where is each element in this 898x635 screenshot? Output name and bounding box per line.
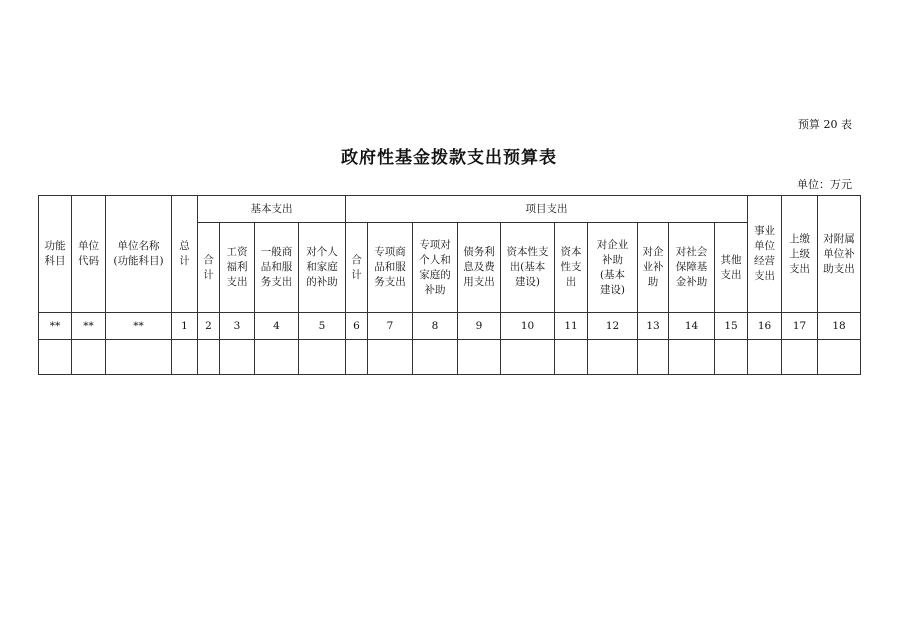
form-number: 预算 20 表 (798, 118, 852, 131)
col-unit-code: 单位 代码 (72, 196, 106, 313)
col-basic-goods-services: 一般商 品和服 务支出 (255, 223, 299, 313)
table-cell: 2 (198, 313, 220, 340)
col-project-total (346, 223, 368, 313)
table-cell (818, 340, 861, 375)
table-cell (346, 340, 368, 375)
table-cell: 7 (368, 313, 413, 340)
table-cell (255, 340, 299, 375)
unit-label: 单位：万元 (797, 178, 852, 191)
col-basic-wages: 工资 福利 支出 (220, 223, 255, 313)
col-project-capital-construction: 资本性支 出(基本 建设) (501, 223, 555, 313)
col-total-label: 总 计 (179, 240, 190, 267)
col-project-social-security: 对社会 保障基 金补助 (669, 223, 715, 313)
col-project-goods-services: 专项商 品和服 务支出 (368, 223, 413, 313)
table-cell (501, 340, 555, 375)
col-basic-total (198, 223, 220, 313)
table-cell (106, 340, 172, 375)
budget-table (38, 195, 861, 375)
col-basic-total-label: 合 计 (203, 253, 214, 281)
table-cell: 5 (299, 313, 346, 340)
table-cell (172, 340, 198, 375)
col-project-other: 其他 支出 (715, 223, 748, 313)
table-cell (39, 340, 72, 375)
col-project-enterprise-subsidy: 对企 业补 助 (638, 223, 669, 313)
table-cell: 13 (638, 313, 669, 340)
table-cell: 12 (588, 313, 638, 340)
table-cell (413, 340, 458, 375)
table-cell: 4 (255, 313, 299, 340)
table-cell: 10 (501, 313, 555, 340)
table-cell (748, 340, 782, 375)
col-total (172, 196, 198, 313)
table-cell: ** (39, 313, 72, 340)
table-cell (715, 340, 748, 375)
table-cell: ** (72, 313, 106, 340)
table-cell: 15 (715, 313, 748, 340)
group-project-expenditure: 项目支出 (346, 196, 748, 223)
table-cell (458, 340, 501, 375)
table-cell: 18 (818, 313, 861, 340)
table-cell (72, 340, 106, 375)
table-cell (638, 340, 669, 375)
group-basic-expenditure: 基本支出 (198, 196, 346, 223)
table-cell: 9 (458, 313, 501, 340)
col-project-total-label: 合 计 (351, 253, 362, 281)
col-func-subject: 功能 科目 (39, 196, 72, 313)
table-cell: 16 (748, 313, 782, 340)
col-business-expenditure: 事业 单位 经营 支出 (748, 196, 782, 313)
table-cell (669, 340, 715, 375)
table-cell (198, 340, 220, 375)
table-cell: 14 (669, 313, 715, 340)
col-project-capital: 资本 性支 出 (555, 223, 588, 313)
col-project-individual-subsidy: 专项对 个人和 家庭的 补助 (413, 223, 458, 313)
table-cell (368, 340, 413, 375)
col-upper-payment: 上缴 上级 支出 (782, 196, 818, 313)
table-cell (220, 340, 255, 375)
table-cell: ** (106, 313, 172, 340)
col-basic-individual-subsidy: 对个人 和家庭 的补助 (299, 223, 346, 313)
table-cell (782, 340, 818, 375)
table-cell: 1 (172, 313, 198, 340)
table-cell: 11 (555, 313, 588, 340)
table-cell (588, 340, 638, 375)
col-project-enterprise-construction: 对企业 补助 (基本 建设) (588, 223, 638, 313)
table-cell (555, 340, 588, 375)
col-affiliated-subsidy: 对附属 单位补 助支出 (818, 196, 861, 313)
col-project-debt-interest: 债务利 息及费 用支出 (458, 223, 501, 313)
table-cell (299, 340, 346, 375)
table-cell: 8 (413, 313, 458, 340)
table-row-empty (39, 340, 861, 375)
table-cell: 3 (220, 313, 255, 340)
table-cell: 17 (782, 313, 818, 340)
table-row-numbers (39, 313, 861, 340)
col-unit-name: 单位名称 (功能科目) (106, 196, 172, 313)
table-cell: 6 (346, 313, 368, 340)
page-title: 政府性基金拨款支出预算表 (341, 148, 557, 168)
